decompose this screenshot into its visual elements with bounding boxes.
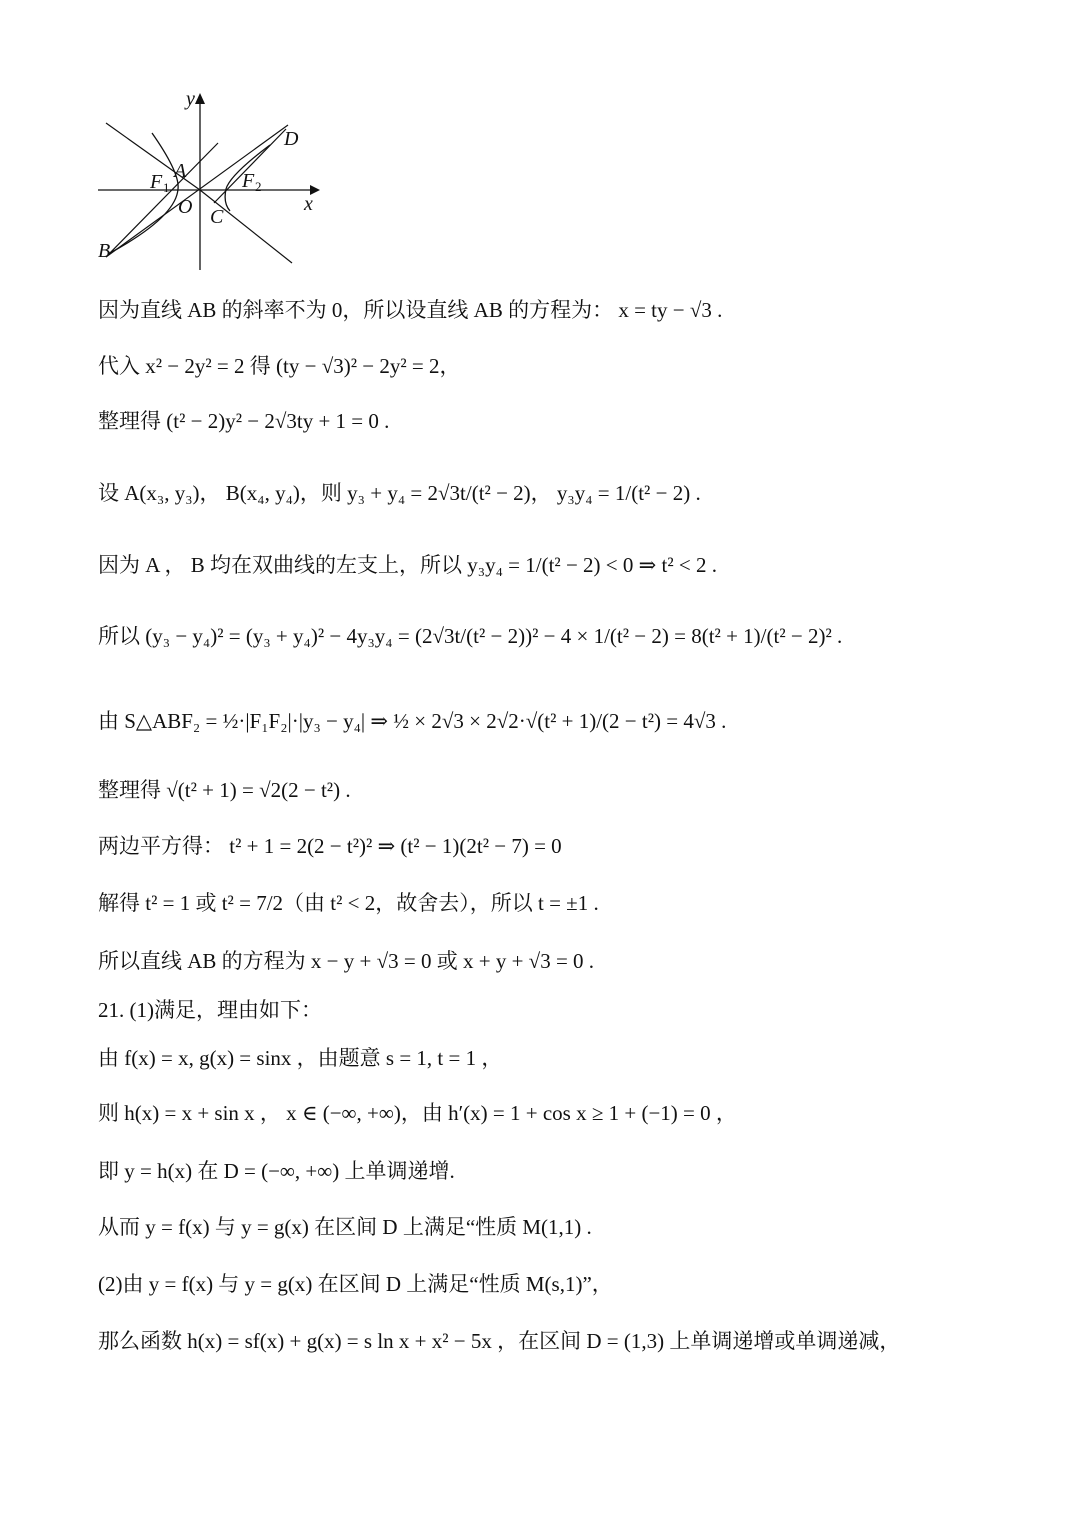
label-a: A bbox=[174, 160, 187, 182]
line-17: (2)由 y = f(x) 与 y = g(x) 在区间 D 上满足“性质 M(s,1)”， bbox=[98, 1272, 613, 1296]
label-f1-sub: 1 bbox=[163, 180, 170, 195]
label-o: O bbox=[178, 196, 193, 218]
line-ab bbox=[106, 143, 218, 257]
label-f2-sub: 2 bbox=[255, 179, 262, 194]
line-01: 因为直线 AB 的斜率不为 0，所以设直线 AB 的方程为： x = ty − √3 . bbox=[98, 298, 723, 322]
y-axis-arrow-icon bbox=[195, 93, 205, 104]
line-12: 21. (1)满足，理由如下： bbox=[98, 998, 322, 1022]
line-18: 那么函数 h(x) = sf(x) + g(x) = s ln x + x² − 5x ，在区间 D = (1,3) 上单调递增或单调递减， bbox=[98, 1329, 901, 1353]
label-b: B bbox=[98, 240, 111, 262]
line-04: 设 A(x₃, y₃)， B(x₄, y₄)，则 y₃ + y₄ = 2√3t/(t² − 2)， y₃y₄ = 1/(t² − 2) . bbox=[98, 481, 701, 505]
label-x: x bbox=[304, 193, 313, 215]
line-05: 因为 A ， B 均在双曲线的左支上，所以 y₃y₄ = 1/(t² − 2) < 0 ⇒ t² < 2 . bbox=[98, 553, 717, 577]
line-06: 所以 (y₃ − y₄)² = (y₃ + y₄)² − 4y₃y₄ = (2√3t/(t² − 2))² − 4 × 1/(t² − 2) = 8(t² + 1)/(t² − 2)² . bbox=[98, 624, 843, 648]
label-c: C bbox=[210, 206, 224, 228]
line-13: 由 f(x) = x, g(x) = sinx ，由题意 s = 1, t = 1 ， bbox=[98, 1046, 503, 1070]
label-f2: F bbox=[242, 170, 255, 192]
label-f1: F bbox=[150, 171, 163, 193]
line-03: 整理得 (t² − 2)y² − 2√3ty + 1 = 0 . bbox=[98, 409, 390, 433]
line-11: 所以直线 AB 的方程为 x − y + √3 = 0 或 x + y + √3 = 0 . bbox=[98, 949, 595, 973]
line-08: 整理得 √(t² + 1) = √2(2 − t²) . bbox=[98, 778, 351, 802]
hyperbola-figure bbox=[90, 85, 340, 275]
line-16: 从而 y = f(x) 与 y = g(x) 在区间 D 上满足“性质 M(1,1) . bbox=[98, 1215, 592, 1239]
label-d: D bbox=[284, 128, 299, 150]
line-09: 两边平方得： t² + 1 = 2(2 − t²)² ⇒ (t² − 1)(2t² − 7) = 0 bbox=[98, 834, 562, 858]
line-10: 解得 t² = 1 或 t² = 7/2（由 t² < 2，故舍去），所以 t = ±1 . bbox=[98, 891, 599, 915]
line-07: 由 S△ABF₂ = ½·|F₁F₂|·|y₃ − y₄| ⇒ ½ × 2√3 × 2√2·√(t² + 1)/(2 − t²) = 4√3 . bbox=[98, 709, 727, 733]
label-y: y bbox=[186, 88, 195, 110]
line-15: 即 y = h(x) 在 D = (−∞, +∞) 上单调递增. bbox=[98, 1159, 455, 1183]
line-02: 代入 x² − 2y² = 2 得 (ty − √3)² − 2y² = 2， bbox=[98, 354, 461, 378]
line-14: 则 h(x) = x + sin x ， x ∈ (−∞, +∞)，由 h′(x) = 1 + cos x ≥ 1 + (−1) = 0 ， bbox=[98, 1101, 737, 1125]
